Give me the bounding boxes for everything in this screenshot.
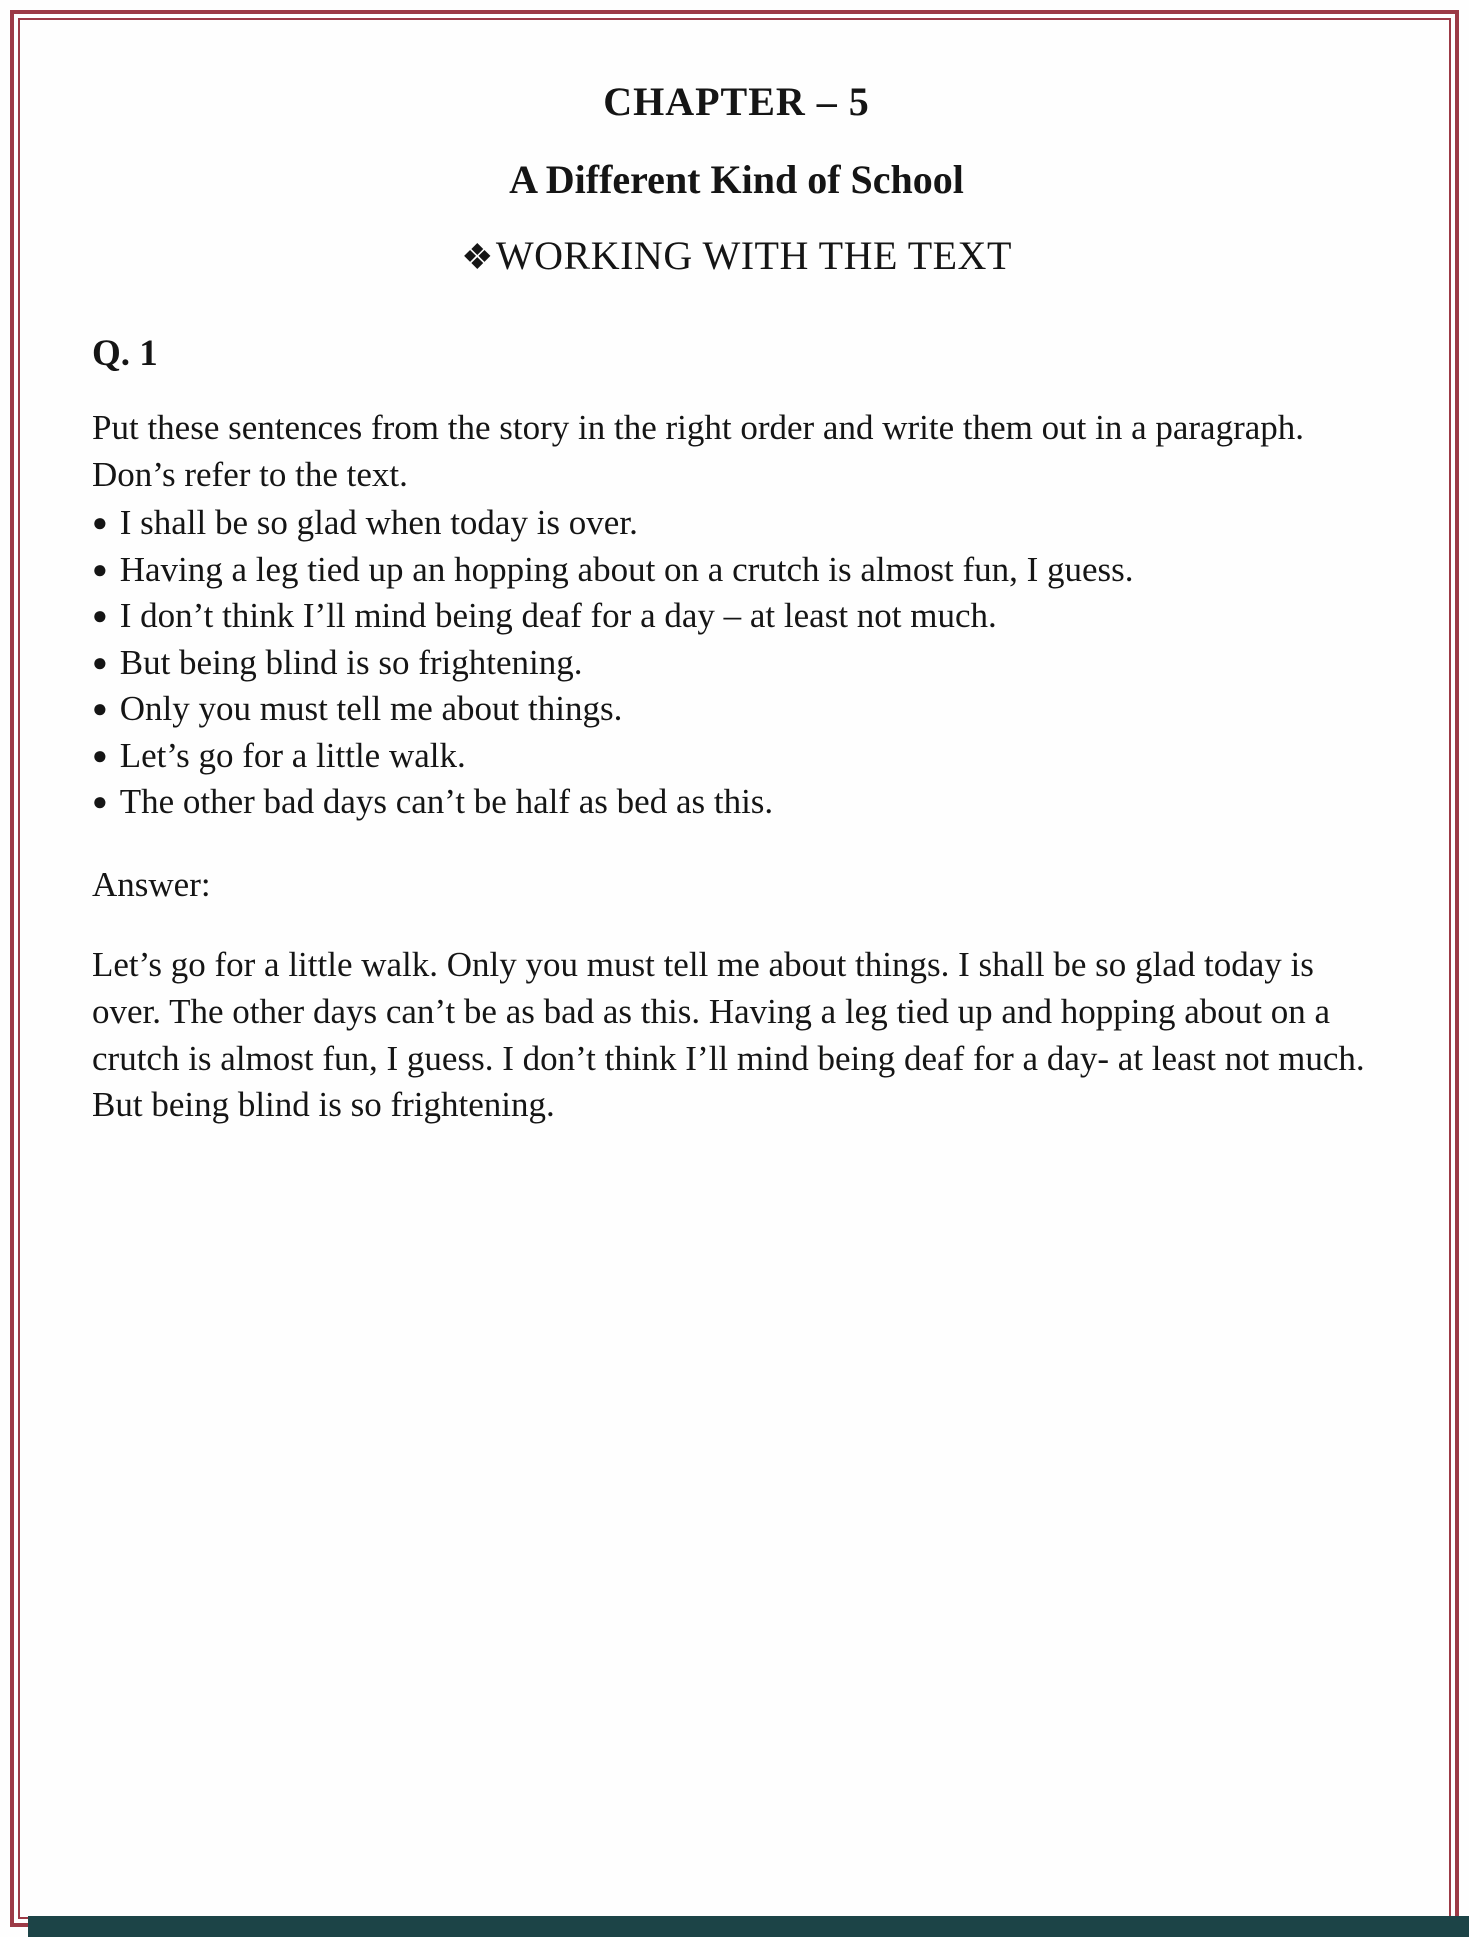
title-heading: A Different Kind of School: [509, 157, 964, 202]
section-heading-text: WORKING WITH THE TEXT: [495, 233, 1012, 278]
footer-bar: [28, 1916, 1469, 1937]
section-heading: [92, 232, 1381, 280]
bullet-list: [92, 500, 1381, 826]
bullet-text: Let’s go for a little walk.: [119, 735, 466, 775]
chapter-heading: CHAPTER – 5: [603, 79, 870, 124]
bullet-text: Only you must tell me about things.: [119, 689, 623, 729]
bullet-item: [92, 593, 1381, 640]
bullet-text: Having a leg tied up an hopping about on a crutch is almost fun, I guess.: [119, 549, 1134, 589]
bullet-icon: ●: [92, 647, 108, 677]
bullet-item: [92, 779, 1381, 826]
bullet-icon: ●: [92, 508, 108, 538]
bullet-text: I shall be so glad when today is over.: [119, 503, 638, 543]
answer-label: Answer:: [92, 864, 211, 904]
bullet-item: [92, 500, 1381, 547]
bullet-icon: ●: [92, 601, 108, 631]
bullet-item: [92, 733, 1381, 780]
answer-text: Let’s go for a little walk. Only you must tell me about things. I shall be so glad today is over. The other days can’t be as bad as this. Having a leg tied up and hopping about on a crutch is almost fun, I guess. I don’t think I’ll mind being deaf for a day- at least not much. But being blind is so frightening.: [92, 945, 1365, 1125]
bullet-text: The other bad days can’t be half as bed as this.: [119, 782, 774, 822]
bullet-item: [92, 640, 1381, 687]
bullet-icon: ●: [92, 740, 108, 770]
bullet-text: I don’t think I’ll mind being deaf for a day – at least not much.: [119, 596, 997, 636]
question-prompt: Put these sentences from the story in the right order and write them out in a paragraph. Don’s refer to the text.: [92, 408, 1305, 494]
bullet-item: [92, 547, 1381, 594]
question-number: Q. 1: [92, 333, 158, 374]
bullet-item: [92, 686, 1381, 733]
bullet-text: But being blind is so frightening.: [119, 642, 583, 682]
bullet-icon: ●: [92, 787, 108, 817]
bullet-icon: ●: [92, 694, 108, 724]
diamond-bullet-icon: ❖: [461, 237, 494, 277]
bullet-icon: ●: [92, 554, 108, 584]
